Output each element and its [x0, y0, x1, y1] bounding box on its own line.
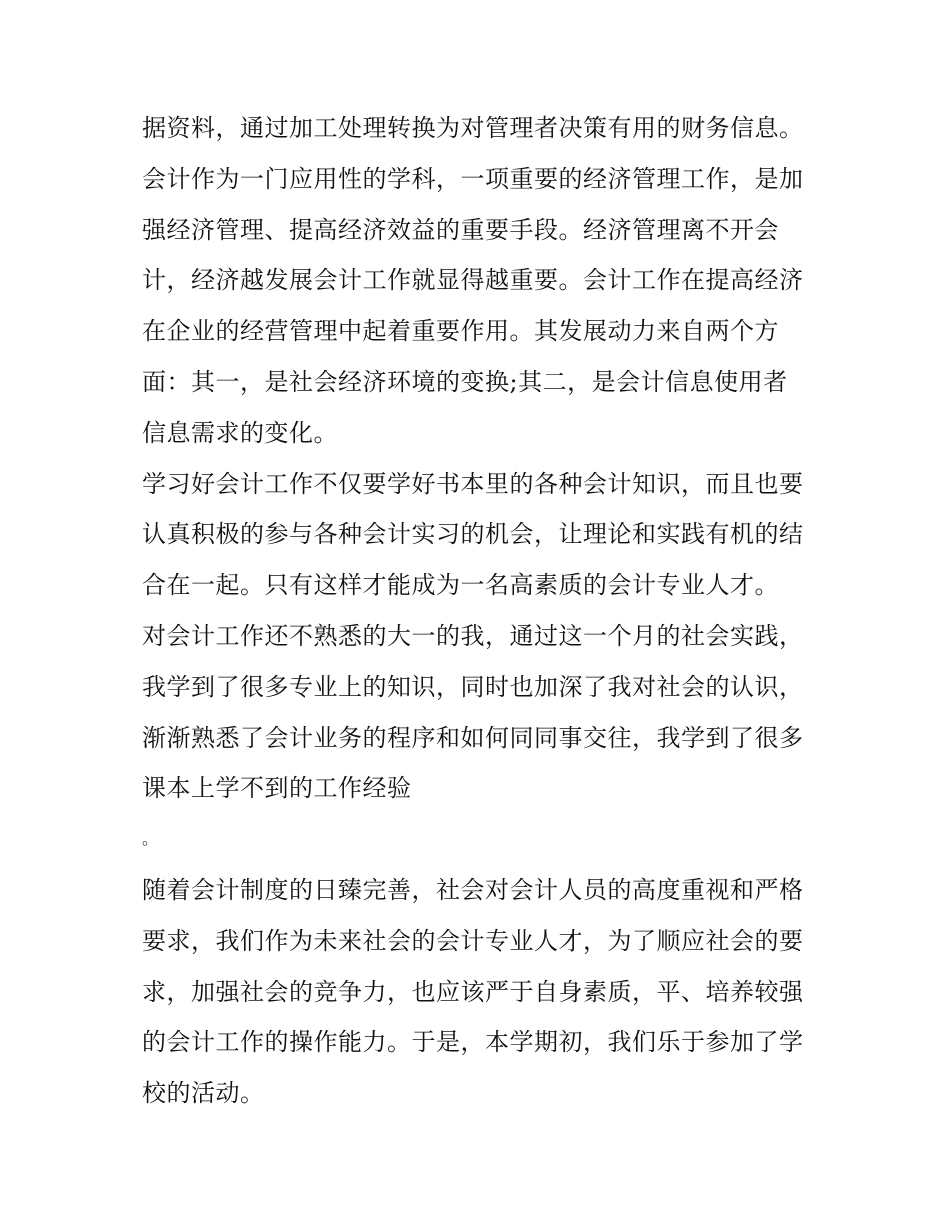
text-line: 求，加强社会的竞争力，也应该严于自身素质，平、培养较强 [142, 977, 804, 1006]
document-body [142, 108, 822, 1124]
text-line: 对会计工作还不熟悉的大一的我，通过这一个月的社会实践， [142, 621, 804, 650]
text-line: 要求，我们作为未来社会的会计专业人才，为了顺应社会的要 [142, 926, 804, 955]
text-line: 在企业的经营管理中起着重要作用。其发展动力来自两个方 [142, 317, 779, 346]
text-line: 合在一起。只有这样才能成为一名高素质的会计专业人才。 [142, 571, 779, 600]
text-line: 信息需求的变化。 [142, 418, 338, 447]
text-line: 学习好会计工作不仅要学好书本里的各种会计知识，而且也要 [142, 469, 804, 498]
text-line: 面：其一，是社会经济环境的变换;其二，是会计信息使用者 [142, 367, 788, 396]
text-line-period: 。 [142, 829, 159, 849]
text-line: 校的活动。 [142, 1079, 265, 1108]
text-line: 渐渐熟悉了会计业务的程序和如何同同事交往，我学到了很多 [142, 723, 804, 752]
text-line: 认真积极的参与各种会计实习的机会，让理论和实践有机的结 [142, 520, 804, 549]
text-line: 据资料，通过加工处理转换为对管理者决策有用的财务信息。 [142, 114, 804, 142]
text-line: 课本上学不到的工作经验 [142, 774, 412, 803]
text-line: 随着会计制度的日臻完善，社会对会计人员的高度重视和严格 [142, 875, 804, 904]
text-line: 我学到了很多专业上的知识，同时也加深了我对社会的认识， [142, 672, 804, 701]
text-line: 会计作为一门应用性的学科，一项重要的经济管理工作，是加 [142, 164, 804, 193]
text-line: 计，经济越发展会计工作就显得越重要。会计工作在提高经济 [142, 266, 804, 295]
text-line: 的会计工作的操作能力。于是，本学期初，我们乐于参加了学 [142, 1028, 804, 1057]
text-line: 强经济管理、提高经济效益的重要手段。经济管理离不开会 [142, 215, 779, 244]
